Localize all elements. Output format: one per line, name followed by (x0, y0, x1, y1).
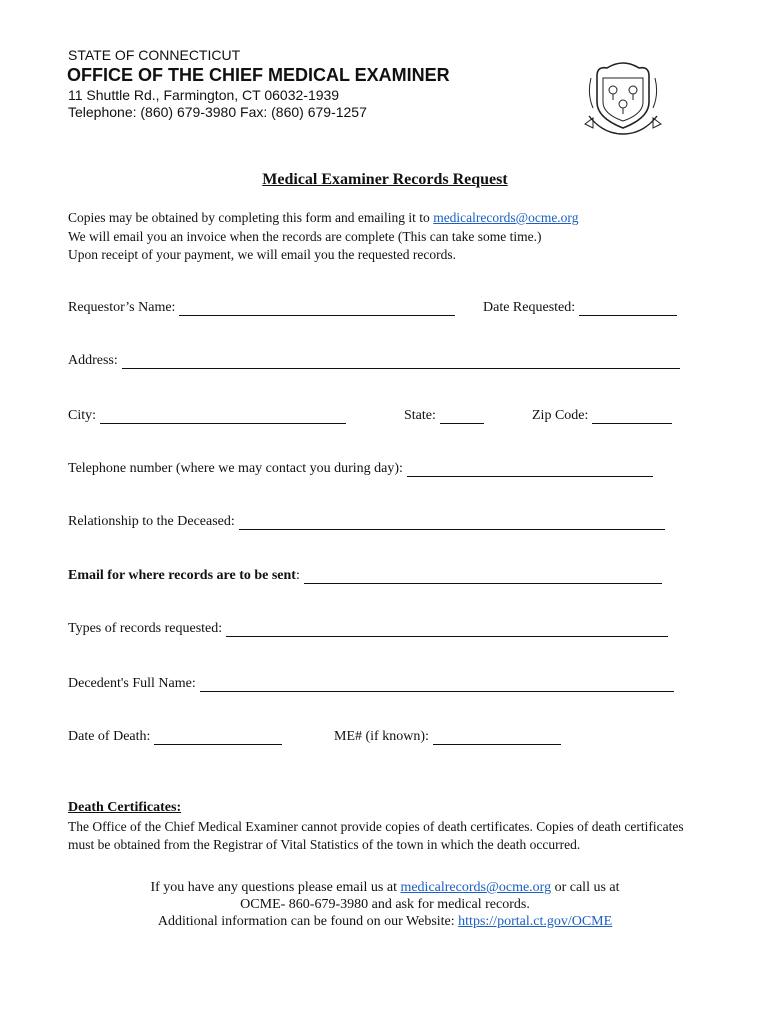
city-input[interactable] (100, 409, 346, 424)
field-label: Types of records requested: (68, 621, 223, 636)
state-field[interactable] (404, 408, 484, 424)
footer-text: or call us at (551, 880, 620, 895)
city-field[interactable] (68, 408, 346, 424)
death-certificates-text: The Office of the Chief Medical Examiner cannot provide copies of death certificates. Copies of death certificates must be obtained from the Registrar of Vital Statistics of the town in which the death occurred. (68, 819, 684, 852)
field-label: Zip Code: (532, 408, 589, 423)
field-label: State: (404, 408, 436, 423)
field-label: Date Requested: (483, 300, 576, 315)
email-link[interactable]: medicalrecords@ocme.org (433, 210, 579, 225)
me-number-field[interactable] (334, 729, 561, 745)
email-input[interactable] (304, 569, 662, 584)
footer-text: Additional information can be found on our Website: (157, 914, 459, 929)
record-types-input[interactable] (226, 622, 668, 637)
field-label: Email for where records are to be sent (68, 568, 296, 583)
field-label: Date of Death: (68, 729, 151, 744)
field-label: Requestor’s Name: (68, 300, 176, 315)
intro-line-2: We will email you an invoice when the records are complete (This can take some time.) (68, 229, 542, 244)
connecticut-state-seal-icon (583, 54, 663, 140)
record-types-field[interactable] (68, 621, 668, 637)
decedent-name-input[interactable] (200, 677, 674, 692)
field-label-colon: : (295, 568, 300, 583)
address-input[interactable] (122, 354, 680, 369)
date-of-death-field[interactable] (68, 729, 282, 745)
date-of-death-input[interactable] (154, 730, 282, 745)
footer-email-link[interactable]: medicalrecords@ocme.org (400, 880, 552, 895)
me-number-input[interactable] (433, 730, 561, 745)
zip-field[interactable] (532, 408, 672, 424)
decedent-name-field[interactable] (68, 676, 674, 692)
field-label: Relationship to the Deceased: (68, 514, 235, 529)
field-label: Decedent's Full Name: (68, 676, 196, 691)
intro-text: Copies may be obtained by completing this form and emailing it to (68, 210, 434, 225)
field-label: Address: (68, 353, 118, 368)
form-title: Medical Examiner Records Request (262, 171, 508, 188)
requestor-name-input[interactable] (179, 301, 455, 316)
address-field[interactable] (68, 353, 680, 369)
office-name: OFFICE OF THE CHIEF MEDICAL EXAMINER (67, 65, 450, 85)
telephone-field[interactable] (68, 461, 653, 477)
requestor-name-field[interactable] (68, 300, 455, 316)
date-requested-field[interactable] (483, 300, 677, 316)
zip-input[interactable] (592, 409, 672, 424)
field-label: City: (68, 408, 97, 423)
state-input[interactable] (440, 409, 484, 424)
intro-line-3: Upon receipt of your payment, we will email you the requested records. (68, 247, 456, 262)
relationship-field[interactable] (68, 514, 665, 530)
website-link[interactable]: https://portal.ct.gov/OCME (458, 914, 613, 929)
date-requested-input[interactable] (579, 301, 677, 316)
footer-line-1 (0, 879, 770, 896)
footer-line-2: OCME- 860-679-3980 and ask for medical records. (240, 897, 530, 912)
email-field[interactable] (68, 568, 662, 584)
relationship-input[interactable] (239, 515, 665, 530)
field-label: Telephone number (where we may contact you during day): (68, 461, 403, 476)
office-telephone: Telephone: (860) 679-3980 Fax: (860) 679-1257 (68, 104, 367, 120)
field-label: ME# (if known): (334, 729, 429, 744)
contact-footer (0, 879, 770, 930)
office-address: 11 Shuttle Rd., Farmington, CT 06032-1939 (68, 87, 340, 103)
state-name: STATE OF CONNECTICUT (68, 47, 241, 63)
intro-line-1 (68, 210, 578, 226)
death-certificates-heading: Death Certificates: (68, 800, 182, 815)
telephone-input[interactable] (407, 462, 653, 477)
footer-text: If you have any questions please email us at (150, 880, 401, 895)
footer-line-3 (0, 913, 770, 930)
